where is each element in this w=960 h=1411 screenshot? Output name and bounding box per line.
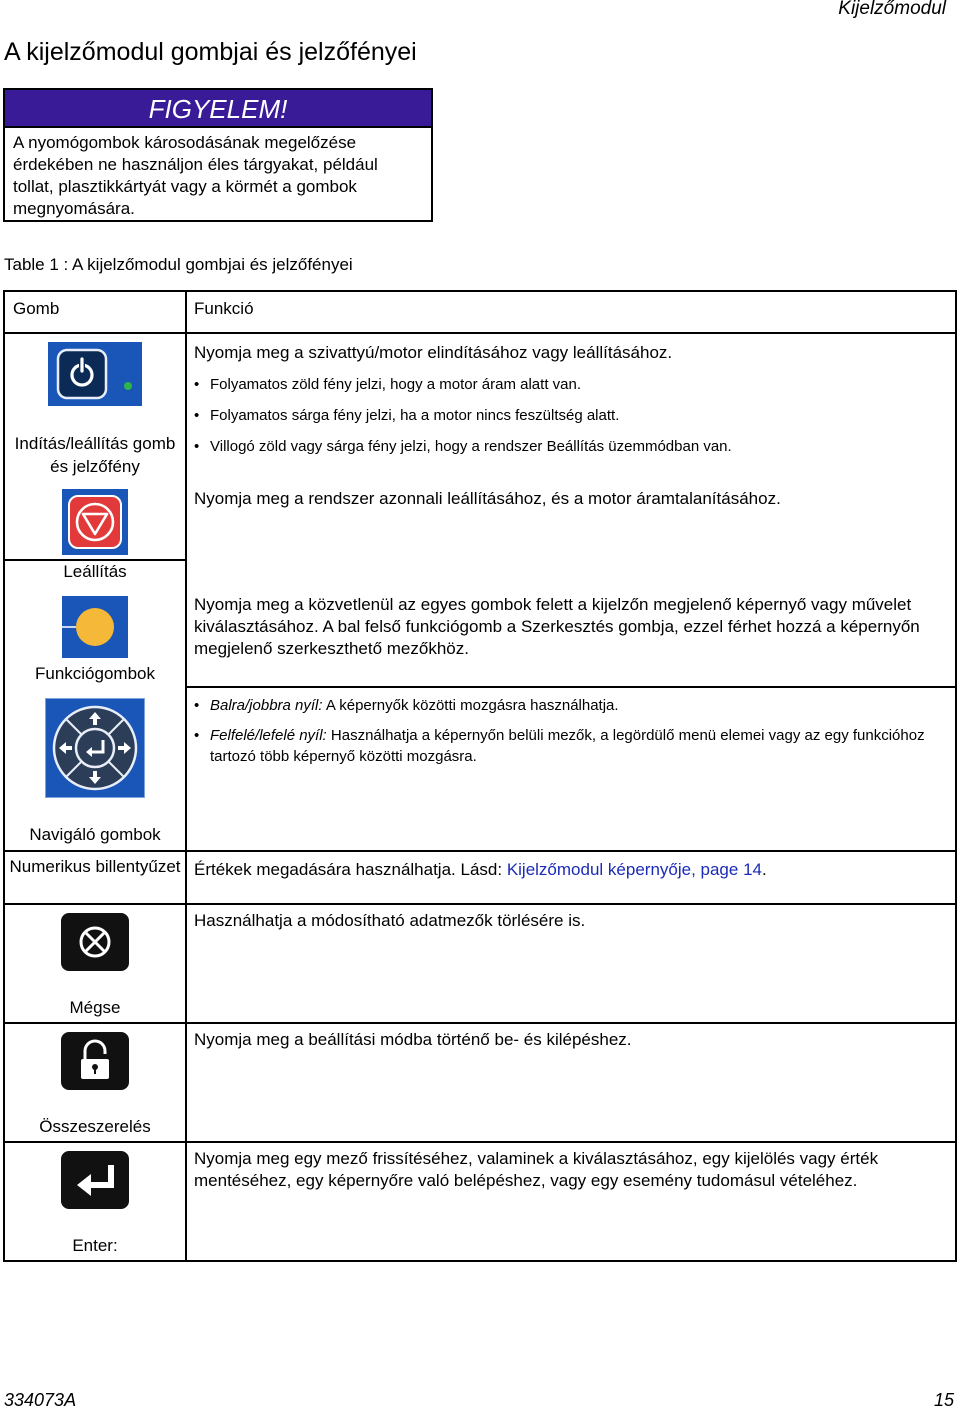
bullet-yellow-solid: • Folyamatos sárga fény jelzi, ha a motor nincs feszültség alatt. [194, 405, 619, 426]
power-icon [48, 342, 142, 406]
doc-number: 334073A [4, 1390, 77, 1410]
page-number: 15 [933, 1390, 954, 1410]
bullet-lead: Balra/jobbra nyíl: [210, 697, 323, 714]
col-header-function: Funkció [194, 299, 254, 318]
function-keypad [194, 859, 767, 881]
bullet-blinking: • Villogó zöld vagy sárga fény jelzi, hogy a rendszer Beállítás üzemmódban van. [194, 436, 732, 457]
column-divider [185, 292, 187, 1260]
running-head: Kijelzőmodul [838, 0, 946, 19]
page-title: A kijelzőmodul gombjai és jelzőfényei [4, 38, 417, 66]
function-stop: Nyomja meg a rendszer azonnali leállításához, és a motor áramtalanításához. [194, 489, 781, 508]
bullet-up-down [194, 725, 940, 767]
enter-icon [61, 1151, 129, 1209]
row-divider [5, 903, 955, 905]
navigation-keys-icon [45, 698, 145, 798]
header-divider [5, 332, 955, 334]
stop-icon [62, 489, 128, 555]
row-label-enter: Enter: [72, 1236, 118, 1255]
function-function-keys: Nyomja meg a közvetlenül az egyes gombok felett a kijelzőn megjelenő képernyő vagy művelet kiválasztásához. A bal felső funkciógomb a Szerkesztés gombja, ezzel férhet hozzá a képernyőn megjelenő szerkeszthető mezőkhöz. [194, 595, 920, 658]
row-label-function-keys: Funkciógombok [34, 664, 155, 683]
col-header-button: Gomb [13, 299, 60, 318]
row-label-cancel: Mégse [69, 998, 121, 1017]
row-divider [5, 1141, 955, 1143]
row-label-keypad: Numerikus billentyűzet [9, 857, 181, 876]
row-divider [5, 850, 955, 852]
function-start-stop: Nyomja meg a szivattyú/motor elindításához vagy leállításához. [194, 343, 673, 362]
bullet-text: Használhatja a képernyőn belüli mezők, a legördülő menü elemei vagy az egy funkcióhoz tartozó több képernyő közötti mozgásra. [210, 727, 925, 765]
cancel-icon [61, 913, 129, 971]
row-label-stop: Leállítás [63, 562, 127, 581]
bullet-left-right [194, 695, 619, 716]
keypad-text: Értékek megadására használhatja. Lásd: [194, 860, 507, 879]
warning-title: FIGYELEM! [5, 90, 431, 128]
warning-box [3, 88, 433, 222]
function-key-icon [62, 596, 128, 658]
row-divider [5, 559, 185, 561]
bullet-green-solid: • Folyamatos zöld fény jelzi, hogy a motor áram alatt van. [194, 374, 581, 395]
table-caption: Table 1 : A kijelzőmodul gombjai és jelzőfényei [4, 255, 353, 274]
keypad-suffix: . [761, 860, 767, 879]
function-setup: Nyomja meg a beállítási módba történő be- és kilépéshez. [194, 1030, 632, 1049]
unlock-icon [61, 1032, 129, 1090]
row-label-setup: Összeszerelés [39, 1117, 151, 1136]
buttons-table [3, 290, 957, 1262]
keypad-link[interactable]: Kijelzőmodul képernyője, page 14 [506, 860, 762, 879]
row-divider [5, 1022, 955, 1024]
function-cancel: Használhatja a módosítható adatmezők törlésére is. [194, 911, 586, 930]
row-label-start-stop: Indítás/leállítás gomb és jelzőfény [14, 434, 176, 476]
function-enter: Nyomja meg egy mező frissítéséhez, valaminek a kiválasztásához, egy kijelölés vagy érték mentéséhez, egy képernyőre való belépéshez, vagy egy esemény tudomásul vételéhez. [194, 1149, 879, 1190]
row-label-navigation: Navigáló gombok [29, 825, 161, 844]
bullet-lead: Felfelé/lefelé nyíl: [210, 727, 327, 744]
warning-body: A nyomógombok károsodásának megelőzése érdekében ne használjon éles tárgyakat, például tollat, plasztikkártyát vagy a körmét a gombok megnyomására. [13, 133, 378, 218]
bullet-text: A képernyők közötti mozgásra használhatja. [322, 697, 619, 714]
row-divider [185, 686, 955, 688]
